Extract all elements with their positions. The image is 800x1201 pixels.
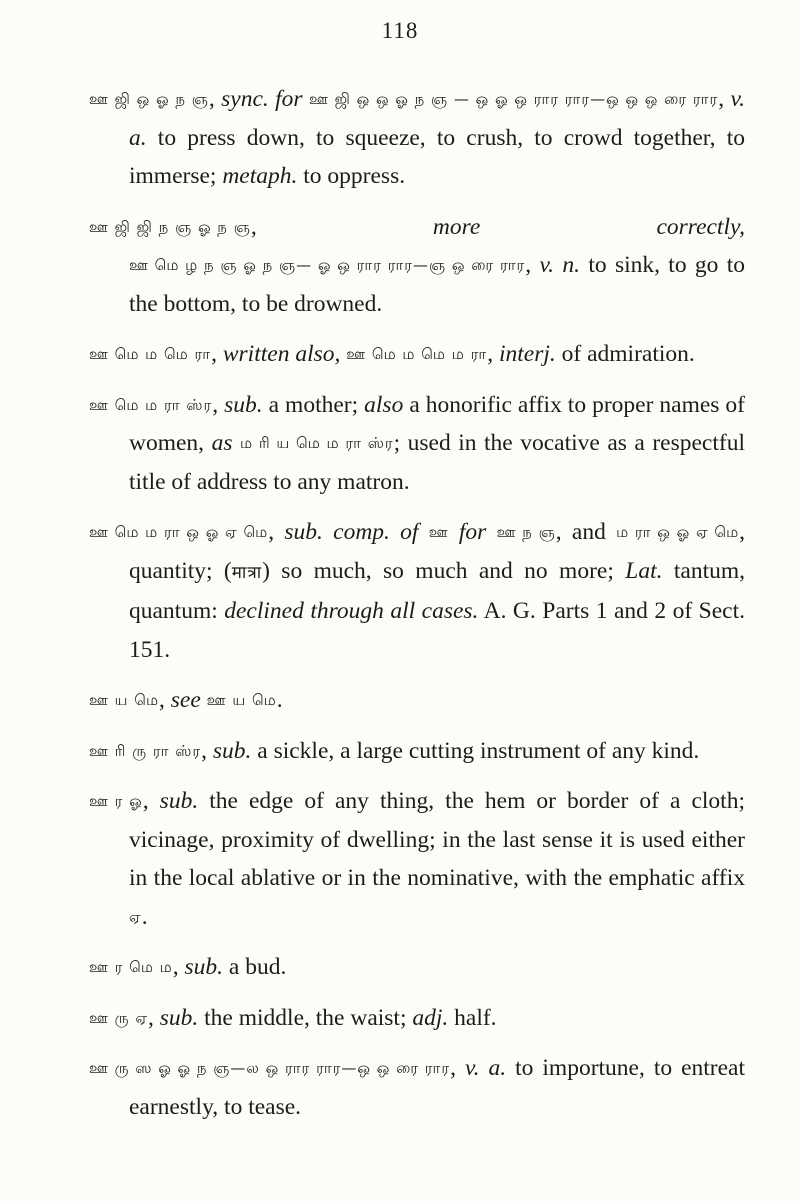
entry-text: [418, 519, 428, 545]
entry-text: tantum, quantum:: [129, 557, 745, 624]
headword: ஊ ரி ரு ரா ஸ்ர: [89, 741, 202, 760]
dictionary-entry: [89, 386, 746, 502]
headword: ஊ ய மெ: [206, 691, 277, 709]
entry-text: ,: [487, 341, 499, 367]
headword: ஊ ய மெ: [89, 691, 160, 709]
entry-text: ,: [718, 86, 731, 112]
headword: ஊ ர மெ ம: [89, 958, 173, 976]
headword: ஊ ஜி ஒ ஓ ந ஞ: [89, 90, 209, 108]
italic-text: Lat.: [625, 557, 663, 584]
italic-text: sub.: [159, 788, 199, 814]
italic-text: sub.: [184, 954, 224, 980]
entry-text: [232, 430, 240, 456]
italic-text: sub.: [224, 391, 263, 418]
headword: ம ரி ய மெ ம ரா ஸ்ர: [239, 434, 394, 452]
entry-text: ,: [268, 519, 285, 545]
headword: ஊ மெ ம மெ ம ரா: [346, 345, 488, 363]
entry-text: to press down, to squeeze, to crush, to crowd together, to immerse;: [129, 124, 745, 189]
entry-text: a bud.: [223, 954, 287, 980]
headword: ஏ: [129, 907, 142, 926]
italic-text: adj.: [412, 1004, 449, 1031]
dictionary-entry: [89, 948, 745, 987]
italic-text: interj.: [498, 341, 556, 367]
entry-text: , quantity; (: [129, 519, 746, 584]
headword: ம ரா ஒ ஓ ஏ மெ: [616, 523, 740, 541]
dictionary-entry: [89, 782, 745, 936]
italic-text: declined through all cases.: [224, 598, 479, 624]
headword: ஊ மெ ம மெ ரா: [89, 345, 212, 363]
headword: ஊ ரு ஏ: [89, 1008, 148, 1027]
entry-text: ,: [159, 687, 171, 713]
headword: ஊ ஜி ஒ ஒ ஓ ந ஞ — ஒ ஓ ஒ ரார ரார—ஒ ஒ ஒ ரை ரார: [308, 90, 719, 108]
entry-text: ,: [211, 341, 223, 367]
headword: ஊ: [428, 523, 449, 541]
dictionary-entry: [89, 732, 745, 771]
italic-text: as: [211, 430, 233, 456]
italic-text: written also,: [222, 341, 341, 367]
entry-text: the middle, the waist;: [198, 1004, 413, 1031]
entry-text: half.: [448, 1004, 497, 1031]
italic-text: sub.: [212, 737, 252, 764]
dictionary-entry: [89, 1049, 746, 1126]
entry-text: of admiration.: [555, 341, 695, 367]
entry-text: .: [276, 687, 283, 713]
entry-text: ,: [201, 737, 213, 764]
dictionary-entry: [89, 513, 746, 669]
italic-text: sub.: [159, 1004, 199, 1031]
entry-text: [449, 519, 459, 545]
dictionary-entry: [89, 335, 745, 374]
entry-text: [486, 519, 496, 545]
entry-text: a honorific affix to proper names of women,: [129, 391, 746, 456]
italic-text: v. n.: [539, 252, 581, 278]
headword: ஊ ந ஞ: [496, 523, 556, 541]
entry-text: the edge of any thing, the hem or border of a cloth; vicinage, proximity of dwelling; in the last sense it is used either in the local ablative or in the nominative, with the emphatic affix: [129, 788, 745, 891]
headword: ஊ ரு ஸ ஓ ஓ ந ஞ—ல ஒ ரார ரார—ஒ ஒ ரை ரார: [89, 1059, 451, 1077]
headword: ஊ ர ஓ: [89, 792, 143, 810]
sanskrit-text: मात्रा: [231, 562, 263, 583]
entry-text: ) so much, so much and no more;: [262, 557, 626, 584]
entry-text: ,: [148, 1004, 160, 1031]
italic-text: also: [364, 391, 404, 418]
entry-text: a sickle, a large cutting instrument of any kind.: [251, 737, 700, 764]
entry-text: to sink, to go to the bottom, to be drowned.: [129, 252, 746, 317]
headword: ஊ மெ ழ ந ஞ ஓ ந ஞ— ஓ ஒ ரார ரார—ஞ ஒ ரை ரார: [129, 256, 526, 274]
headword: ஊ மெ ம ரா ஒ ஓ ஏ மெ: [89, 523, 269, 541]
entry-text: to importune, to entreat earnestly, to tease.: [129, 1055, 746, 1120]
page-number: 118: [381, 18, 419, 43]
entry-text: ,: [250, 213, 433, 240]
italic-text: v. a.: [129, 86, 745, 151]
italic-text: more correctly,: [432, 213, 745, 240]
dictionary-entry: [89, 80, 745, 196]
italic-text: sync. for: [221, 86, 303, 112]
dictionary-entry: [89, 208, 746, 324]
entry-text: ,: [212, 391, 225, 418]
entry-text: A. G. Parts 1 and 2 of Sect. 151.: [129, 598, 745, 663]
entry-text: ,: [172, 954, 185, 980]
entry-text: ,: [450, 1055, 465, 1081]
italic-text: sub. comp. of: [284, 519, 419, 545]
entry-text: ,: [525, 252, 540, 278]
dictionary-entry: [89, 681, 745, 720]
italic-text: metaph.: [222, 163, 298, 189]
headword: ஊ ஜி ஜி ந ஞ ஓ ந ஞ: [89, 217, 251, 236]
entry-text: .: [141, 903, 148, 930]
entry-text: to oppress.: [297, 163, 406, 189]
headword: ஊ மெ ம ரா ஸ்ர: [89, 395, 213, 414]
entry-text: a mother;: [262, 391, 365, 418]
entry-list: [0, 80, 800, 1138]
entry-text: , and: [555, 519, 617, 545]
italic-text: for: [458, 519, 487, 545]
italic-text: v. a.: [464, 1055, 507, 1081]
entry-text: ; used in the vocative as a respectful title of address to any matron.: [129, 430, 745, 495]
entry-text: ,: [142, 788, 160, 814]
entry-text: ,: [208, 86, 222, 112]
dictionary-entry: [89, 999, 745, 1038]
italic-text: see: [170, 687, 201, 713]
